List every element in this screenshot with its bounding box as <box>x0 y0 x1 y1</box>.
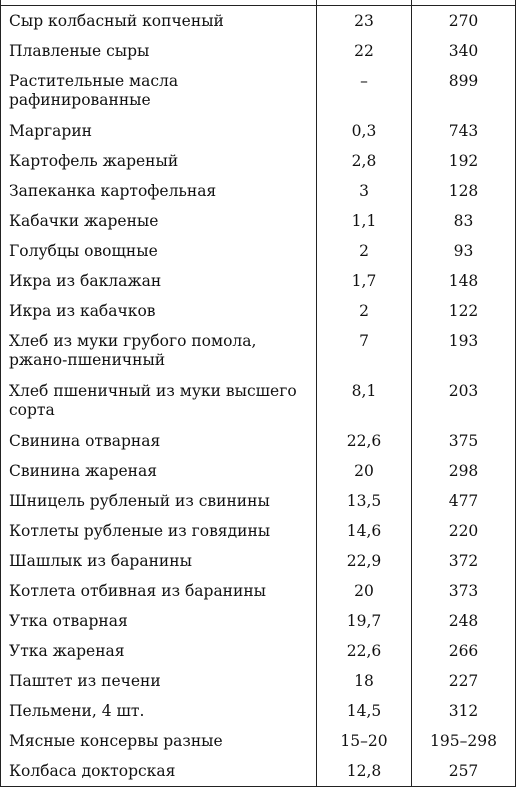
table-row <box>1 666 516 696</box>
food-name-cell: Утка жареная <box>1 636 317 666</box>
table-row <box>1 516 516 546</box>
table-row <box>1 116 516 146</box>
table-row <box>1 636 516 666</box>
protein-cell: 2,8 <box>317 146 412 176</box>
food-name-cell: Пельмени, 4 шт. <box>1 696 317 726</box>
food-name-cell: Шницель рубленый из свинины <box>1 486 317 516</box>
table-row <box>1 726 516 756</box>
table-row <box>1 206 516 236</box>
protein-cell: 22,6 <box>317 426 412 456</box>
protein-cell: 22,9 <box>317 546 412 576</box>
calories-cell: 257 <box>412 756 516 787</box>
protein-cell: 22 <box>317 36 412 66</box>
calories-cell: 203 <box>412 376 516 426</box>
table-row <box>1 236 516 266</box>
table-row <box>1 66 516 116</box>
calories-cell: 93 <box>412 236 516 266</box>
table-row <box>1 606 516 636</box>
calories-cell: 227 <box>412 666 516 696</box>
calories-cell: 298 <box>412 456 516 486</box>
protein-cell: 2 <box>317 236 412 266</box>
protein-cell: 3 <box>317 176 412 206</box>
calories-cell: 477 <box>412 486 516 516</box>
protein-cell: 1,1 <box>317 206 412 236</box>
food-name-cell: Хлеб пшеничный из муки высшего сорта <box>1 376 317 426</box>
calories-cell: 192 <box>412 146 516 176</box>
table-row <box>1 326 516 376</box>
protein-cell: 0,3 <box>317 116 412 146</box>
food-name-cell: Паштет из печени <box>1 666 317 696</box>
calories-cell: 83 <box>412 206 516 236</box>
calories-cell: 270 <box>412 6 516 37</box>
protein-cell: 15–20 <box>317 726 412 756</box>
food-name-cell: Плавленые сыры <box>1 36 317 66</box>
protein-cell: 13,5 <box>317 486 412 516</box>
table-row <box>1 36 516 66</box>
calories-cell: 266 <box>412 636 516 666</box>
table-row <box>1 296 516 326</box>
protein-cell: 20 <box>317 576 412 606</box>
calories-cell: 312 <box>412 696 516 726</box>
table-row <box>1 426 516 456</box>
table-row <box>1 176 516 206</box>
food-name-cell: Запеканка картофельная <box>1 176 317 206</box>
protein-cell: 12,8 <box>317 756 412 787</box>
food-name-cell: Колбаса докторская <box>1 756 317 787</box>
table-row <box>1 756 516 787</box>
table-row <box>1 376 516 426</box>
food-name-cell: Мясные консервы разные <box>1 726 317 756</box>
protein-cell: 23 <box>317 6 412 37</box>
table-row <box>1 456 516 486</box>
protein-cell: 19,7 <box>317 606 412 636</box>
table-row <box>1 6 516 37</box>
food-name-cell: Свинина отварная <box>1 426 317 456</box>
food-name-cell: Маргарин <box>1 116 317 146</box>
table-row <box>1 576 516 606</box>
food-name-cell: Икра из кабачков <box>1 296 317 326</box>
food-name-cell: Кабачки жареные <box>1 206 317 236</box>
protein-cell: 7 <box>317 326 412 376</box>
protein-cell: 1,7 <box>317 266 412 296</box>
food-name-cell: Свинина жареная <box>1 456 317 486</box>
protein-cell: 14,5 <box>317 696 412 726</box>
calories-cell: 375 <box>412 426 516 456</box>
protein-cell: 2 <box>317 296 412 326</box>
protein-cell: 14,6 <box>317 516 412 546</box>
table-row <box>1 696 516 726</box>
food-name-cell: Утка отварная <box>1 606 317 636</box>
food-name-cell: Икра из баклажан <box>1 266 317 296</box>
food-name-cell: Хлеб из муки грубого помола, ржано-пшеничный <box>1 326 317 376</box>
food-name-cell: Шашлык из баранины <box>1 546 317 576</box>
calories-cell: 248 <box>412 606 516 636</box>
calories-cell: 220 <box>412 516 516 546</box>
table-row <box>1 546 516 576</box>
calories-cell: 340 <box>412 36 516 66</box>
food-name-cell: Растительные масла рафинированные <box>1 66 317 116</box>
calories-cell: 743 <box>412 116 516 146</box>
protein-cell: – <box>317 66 412 116</box>
protein-cell: 22,6 <box>317 636 412 666</box>
table-row <box>1 266 516 296</box>
calories-cell: 148 <box>412 266 516 296</box>
calories-cell: 193 <box>412 326 516 376</box>
calories-cell: 373 <box>412 576 516 606</box>
calories-cell: 122 <box>412 296 516 326</box>
table-row <box>1 146 516 176</box>
food-name-cell: Котлета отбивная из баранины <box>1 576 317 606</box>
food-name-cell: Голубцы овощные <box>1 236 317 266</box>
calories-cell: 195–298 <box>412 726 516 756</box>
protein-cell: 20 <box>317 456 412 486</box>
food-name-cell: Картофель жареный <box>1 146 317 176</box>
calories-cell: 128 <box>412 176 516 206</box>
protein-cell: 8,1 <box>317 376 412 426</box>
calories-cell: 372 <box>412 546 516 576</box>
food-name-cell: Сыр колбасный копченый <box>1 6 317 37</box>
table-row <box>1 486 516 516</box>
calories-cell: 899 <box>412 66 516 116</box>
food-name-cell: Котлеты рубленые из говядины <box>1 516 317 546</box>
protein-cell: 18 <box>317 666 412 696</box>
table-body <box>1 0 516 787</box>
